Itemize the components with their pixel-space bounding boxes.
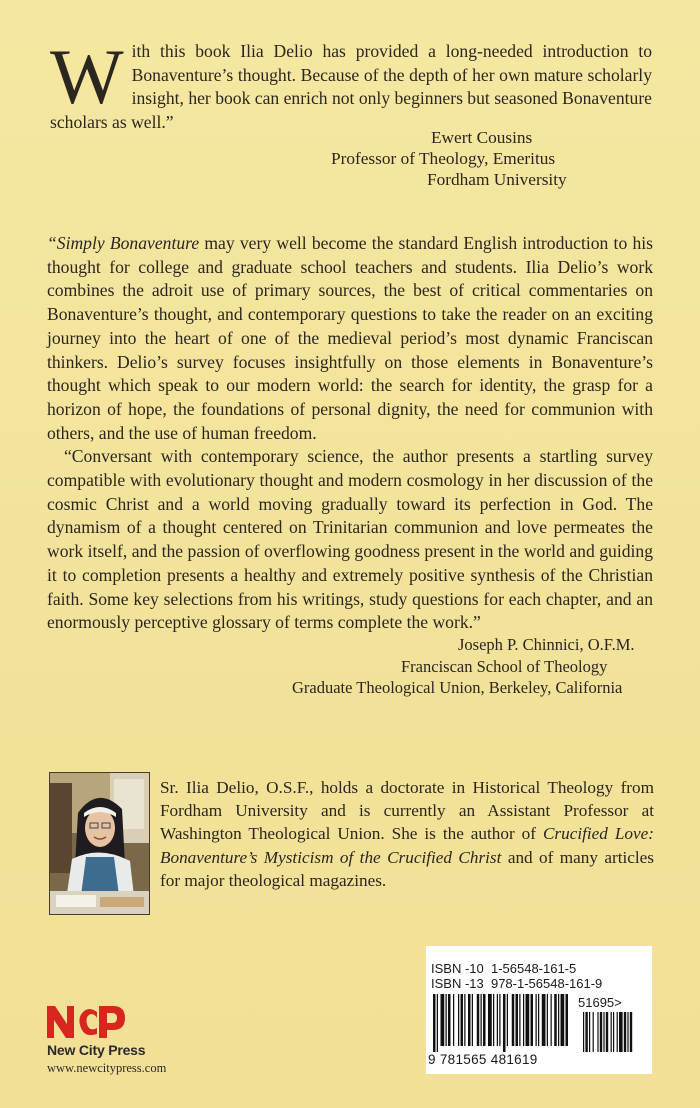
barcode-bar	[566, 994, 569, 1046]
endorsement-text: ith this book Ilia Delio has provided a long-needed introduction to Bonaventure’s thought. Because of the depth of her own mature scholarly insight, her book can enrich not only beginners but seasoned Bonaventure scholars as well.”	[50, 41, 652, 132]
bio-text: Sr. Ilia Delio, O.S.F., holds a doctorate in Historical Theology from Fordham University and is currently an Assistant Professor at Washington Theological Union. She is the author of	[160, 778, 654, 844]
addon-barcode-bar	[630, 1012, 632, 1052]
attribution-affiliation: Graduate Theological Union, Berkeley, California	[292, 678, 623, 697]
attribution-school: Franciscan School of Theology	[401, 656, 608, 676]
barcode-bar	[477, 994, 480, 1046]
barcode-bar	[499, 994, 500, 1046]
bio-book-title: Crucified Love: Bonaventure’s Mysticism of the Crucified Christ	[160, 824, 654, 867]
publisher-name: New City Press	[47, 1042, 146, 1058]
isbn-barcode-label	[426, 946, 652, 1074]
addon-barcode-bar	[585, 1012, 587, 1052]
bio-text-end: and of many articles for major theological magazines.	[160, 847, 654, 890]
book-title: “Simply Bonaventure	[47, 233, 200, 253]
barcode-bar	[554, 994, 557, 1046]
barcode-bar	[523, 994, 524, 1046]
addon-barcode-bar	[617, 1012, 618, 1052]
author-photo	[49, 772, 150, 915]
isbn-13: ISBN -13 978-1-56548-161-9	[431, 976, 603, 991]
barcode-bar	[472, 994, 473, 1046]
author-portrait-image	[50, 773, 149, 914]
addon-barcode-bar	[624, 1012, 626, 1052]
barcode-bar	[483, 994, 486, 1046]
addon-barcode-bar	[597, 1012, 598, 1052]
endorsement-paragraph-1	[47, 232, 653, 445]
attribution-affiliation: Fordham University	[427, 170, 567, 189]
author-bio	[160, 776, 654, 892]
barcode-bar	[519, 994, 520, 1046]
barcode-bar	[461, 994, 464, 1046]
paragraph-text: may very well become the standard English introduction to his thought for college and graduate school teachers and students. Ilia Delio’s work combines the adroit use of primary sources, the best of critical commentaries on Bonaventure’s thought, and contemporary questions to take the reader on an exciting journey into the heart of one of the medieval period’s most dynamic Franciscan thinkers. Delio’s survey focuses insightfully on those elements in Bonaventure’s thought which speak to our modern world: the search for identity, the grasp for a horizon of hope, the foundations of personal dignity, the need for communion with others, and the use of human freedom.	[47, 233, 654, 443]
barcode-bar	[464, 994, 465, 1046]
addon-barcode-bar	[603, 1012, 604, 1052]
publisher-website[interactable]: www.newcitypress.com	[47, 1061, 167, 1075]
barcode-bar	[542, 994, 546, 1046]
barcode-bar	[488, 994, 492, 1046]
barcode-bar	[538, 994, 539, 1046]
attribution-name: Joseph P. Chinnici, O.F.M.	[458, 635, 635, 654]
addon-barcode-bar	[606, 1012, 608, 1052]
endorsement-chinnici	[47, 232, 653, 635]
barcode-bar	[503, 994, 506, 1052]
price-addon-digits: 51695>	[578, 995, 622, 1010]
barcode-bar	[558, 994, 559, 1046]
ean-digits: 9 781565 481619	[428, 1052, 538, 1067]
addon-barcode-bar	[619, 1012, 623, 1052]
barcode-bar	[536, 994, 537, 1046]
attribution-name: Ewert Cousins	[431, 128, 533, 147]
barcode-bar	[481, 994, 482, 1046]
drop-cap: W	[50, 33, 124, 120]
barcode-bar	[453, 994, 454, 1046]
barcode-bar	[493, 994, 494, 1046]
barcode-bar	[448, 994, 451, 1046]
barcode-bar	[516, 994, 519, 1046]
barcode-bar	[531, 994, 534, 1046]
barcode-bar	[437, 994, 438, 1052]
addon-barcode-bar	[589, 1012, 590, 1052]
barcode-bar	[433, 994, 436, 1052]
attribution-cousins	[331, 127, 651, 190]
addon-barcode-bar	[627, 1012, 628, 1052]
barcode-bar	[458, 994, 459, 1046]
barcode-bar	[441, 994, 445, 1046]
isbn-10: ISBN -10 1-56548-161-5	[431, 961, 577, 976]
addon-barcode-bar	[613, 1012, 614, 1052]
attribution-title: Professor of Theology, Emeritus	[331, 149, 556, 168]
endorsement-cousins	[50, 33, 652, 134]
barcode-bar	[526, 994, 530, 1046]
barcode-bar	[551, 994, 552, 1046]
addon-barcode-bar	[600, 1012, 602, 1052]
barcode-bar	[561, 994, 565, 1046]
addon-barcode-bar	[583, 1012, 584, 1052]
barcode-bar	[446, 994, 447, 1046]
endorsement-paragraph-2: “Conversant with contemporary science, the author presents a startling survey compatible with evolutionary thought and modern cosmology in her discussion of the cosmic Christ and a world moving gradually toward its perfection in God. The dynamism of a thought centered on Trinitarian communion and love permeates the work itself, and the passion of overflowing goodness present in the world and guiding it to completion presents a healthy and extremely positive synthesis of the Christian faith. Some key selections from his writings, study questions for each chapter, and an enormously perceptive glossary of terms complete the work.”	[47, 446, 653, 633]
barcode-bar	[497, 994, 498, 1046]
barcode-bar	[468, 994, 471, 1046]
barcode-bar	[507, 994, 508, 1046]
barcode-bar	[547, 994, 548, 1046]
attribution-chinnici	[292, 634, 654, 699]
addon-barcode-bar	[593, 1012, 594, 1052]
ncp-logo	[47, 1002, 127, 1042]
addon-barcode-bar	[611, 1012, 612, 1052]
barcode-bar	[512, 994, 515, 1046]
